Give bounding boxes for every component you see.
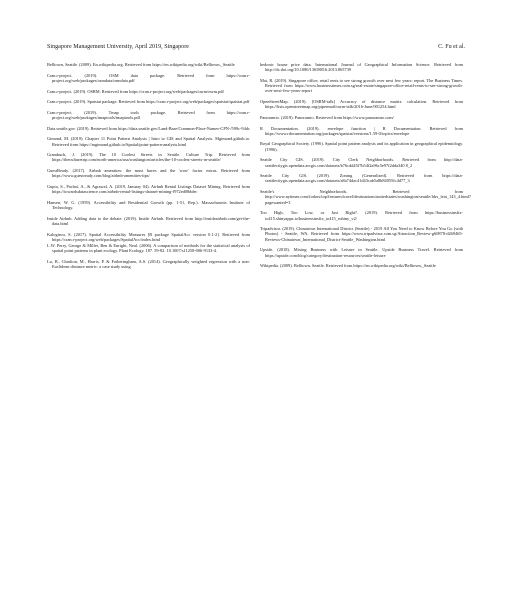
- reference-entry: R Documentation. (2019). envelope function | R Documentation. Retrieved from https://www.rdocumentation.org/packages/spatstat/versions/1.59-0/topics/envelope: [260, 125, 463, 136]
- reference-entry: OpenStreetMap. (2019). [OSRM-talk] Accuracy of distance matrix calculation. Retrieved from https://lists.openstreetmap.org/pipermail/osrm-talk/2016-June/001254.html: [260, 99, 463, 110]
- reference-entry: Panoramio. (2019). Panoramio. Retrieved from https://www.panoramio.com/: [260, 114, 394, 120]
- reference-entry: Cran.r-project. (2019). OSRM. Retrieved from https://cran.r-project.org/web/packages/osrm/osrm.pdf: [47, 88, 224, 94]
- reference-entry: Tripadvisor. (2019). Chinatown International District (Seattle) - 2019 All You Need to Know Before You Go (with Photos) - Seattle, WA. Retrieved from https://www.tripadvisor.com.sg/Attraction_Review-g60878-d269465-Reviews-Chinatown_International_District-Seattle_Washington.html: [260, 226, 463, 242]
- reference-entry: Gupta, S., Pachai, A., & Agrawal, A. (2019, January 04). Airbnb Rental Listings Dataset Mining. Retrieved from https://towardsdatascience.com/airbnb-rental-listings-dataset-mining-f972ed08ddec: [47, 184, 250, 195]
- reference-entry: Gimond, M. (2019). Chapter 11 Point Pattern Analysis | Intro to GIS and Spatial Analysis. Mgimond.github.io. Retrieved from https://mgimond.github.io/Spatial/point-pattern-analysis.html: [47, 136, 250, 147]
- references-column-left: [47, 62, 250, 275]
- reference-entry: Kalogirou, S. (2017). Spatial Accessibility Measures [R package SpatialAcc version 0.1-2]. Retrieved from https://cran.r-project.org/web/packages/SpatialAcc/index.html: [47, 231, 250, 242]
- reference-entry: Too High, Too Low, or Just Right?. (2019). Retrieved from https://businessinsfix-io415.shinyapps.io/businessinsfix_io415_ruhiny_v2/: [260, 210, 463, 221]
- reference-entry: Upside. (2018). Mixing Business with Leisure in Seattle. Upside Business Travel. Retrieved from https://upside.com/blog/category/destination-resources/seattle-leisure: [260, 247, 463, 258]
- reference-entry: Mai, R. (2019). Singapore office, retail rents to see strong growth over next few years: report. The Business Times. Retrieved from https://www.businesstimes.com.sg/real-estate/singapore-office-retail-rents-to-see-strong-growth-over-next-few-years-report: [260, 77, 463, 94]
- reference-entry: Cran.r-project. (2019). OSM data package. Retrieved from https://cran.r-project.org/web/packages/osmdata/osmdata.pdf: [47, 72, 250, 83]
- reference-entry: Seattle City GIS. (2019). City Clerk Neighborhoods. Retrieved from http://data-seattlecitygis.opendata.arcgis.com/datasets/b76cdd45f7b54f2a96c5e97f2dda340 8_2: [260, 157, 463, 168]
- reference-entry: L.W. Perry, George & Miller, Ben & Enright, Neal. (2006). A comparison of methods for the statistical analysis of spatial point patterns in plant ecology. Plant Ecology. 187. 59-82. 10.1007/s11258-006-9133-4.: [47, 242, 250, 254]
- header-conference: Singapore Management University, April 2019, Singapore: [47, 44, 189, 50]
- reference-entry: Royal Geographical Society. (1996). Spatial point pattern analysis and its application in geographical epidemiology. (1996).: [260, 141, 463, 152]
- reference-entry: Inside Airbnb. Adding data to the debate. (2019). Inside Airbnb. Retrieved from http://insideairbnb.com/get-the-data.html: [47, 215, 250, 227]
- reference-entry: Lu, B., Charlton, M., Harris, P. & Fotheringham, A.S. (2014). Geographically weighted regression with a non-Euclidean distance metric: a case study using: [47, 258, 250, 270]
- reference-entry: Data.seattle.gov. (2019). Retrieved from https://data.seattle.gov/Land-Base/Common-Place-Names-CPN-/599c-94dc: [47, 125, 250, 131]
- header-authors: C. Fu et al.: [438, 44, 465, 50]
- reference-entry: Wikipedia. (2009). Belltown, Seattle. Retrieved from https://en.wikipedia.org/wiki/Belltown,_Seattle: [260, 263, 436, 269]
- reference-entry: Cran.r-project. (2019). Spatstat package. Retrieved from https://cran.r-project.org/web/packages/spatstat/spatstat.pdf: [47, 99, 250, 105]
- reference-entry: hedonic house price data. International Journal of Geographical Information Science. Retrieved from http://dx.doi.org/10.1080/13658816.2013.865739: [260, 62, 463, 73]
- reference-entry: Seattle's Neighborhoods. Retrieved from http://www.nytimes.com/fodors/top/features/travel/destinations/unitedstates/washington/seattle/fdrs_feat_143_4.html?pagewanted=3: [260, 189, 471, 205]
- reference-entry: Cran.r-project. (2019). Tmap tools package. Retrieved from https://cran.r-project.org/web/packages/tmaptools/tmaptools.pdf: [47, 109, 250, 121]
- reference-entry: Seattle City GIS. (2019). Zoning (Generalized). Retrieved from https://data-seattlecitygis.opendata.arcgis.com/datasets/a8a74dac41d43cab5a8b84055fc4d77_3: [260, 173, 463, 184]
- references-column-right: [260, 62, 471, 274]
- reference-entry: Hansen, W. G. (1959). Accessibility and Residential Growth (pp. 1-51, Rep.). Massachusetts Institute of Technology.: [47, 199, 250, 211]
- reference-entry: Grambuch, J. (2019). The 10 Coolest Streets in Seattle. Culture Trip. Retrieved from https://theculturetrip.com/north-america/usa/washington/articles/the-10-coolest-streets-in-seattle/: [47, 152, 250, 163]
- page-header: [47, 44, 465, 54]
- reference-entry: Belltown, Seattle. (2009). En.wikipedia.org. Retrieved from https://en.wikipedia.org/wiki/Belltown,_Seattle: [47, 62, 235, 67]
- reference-entry: GuestReady. (2017). Airbnb amenities: the must haves and the 'wow' factor extras. Retrieved from https://www.guestready.com/blog/airbnb-amenities-tips/: [47, 168, 250, 179]
